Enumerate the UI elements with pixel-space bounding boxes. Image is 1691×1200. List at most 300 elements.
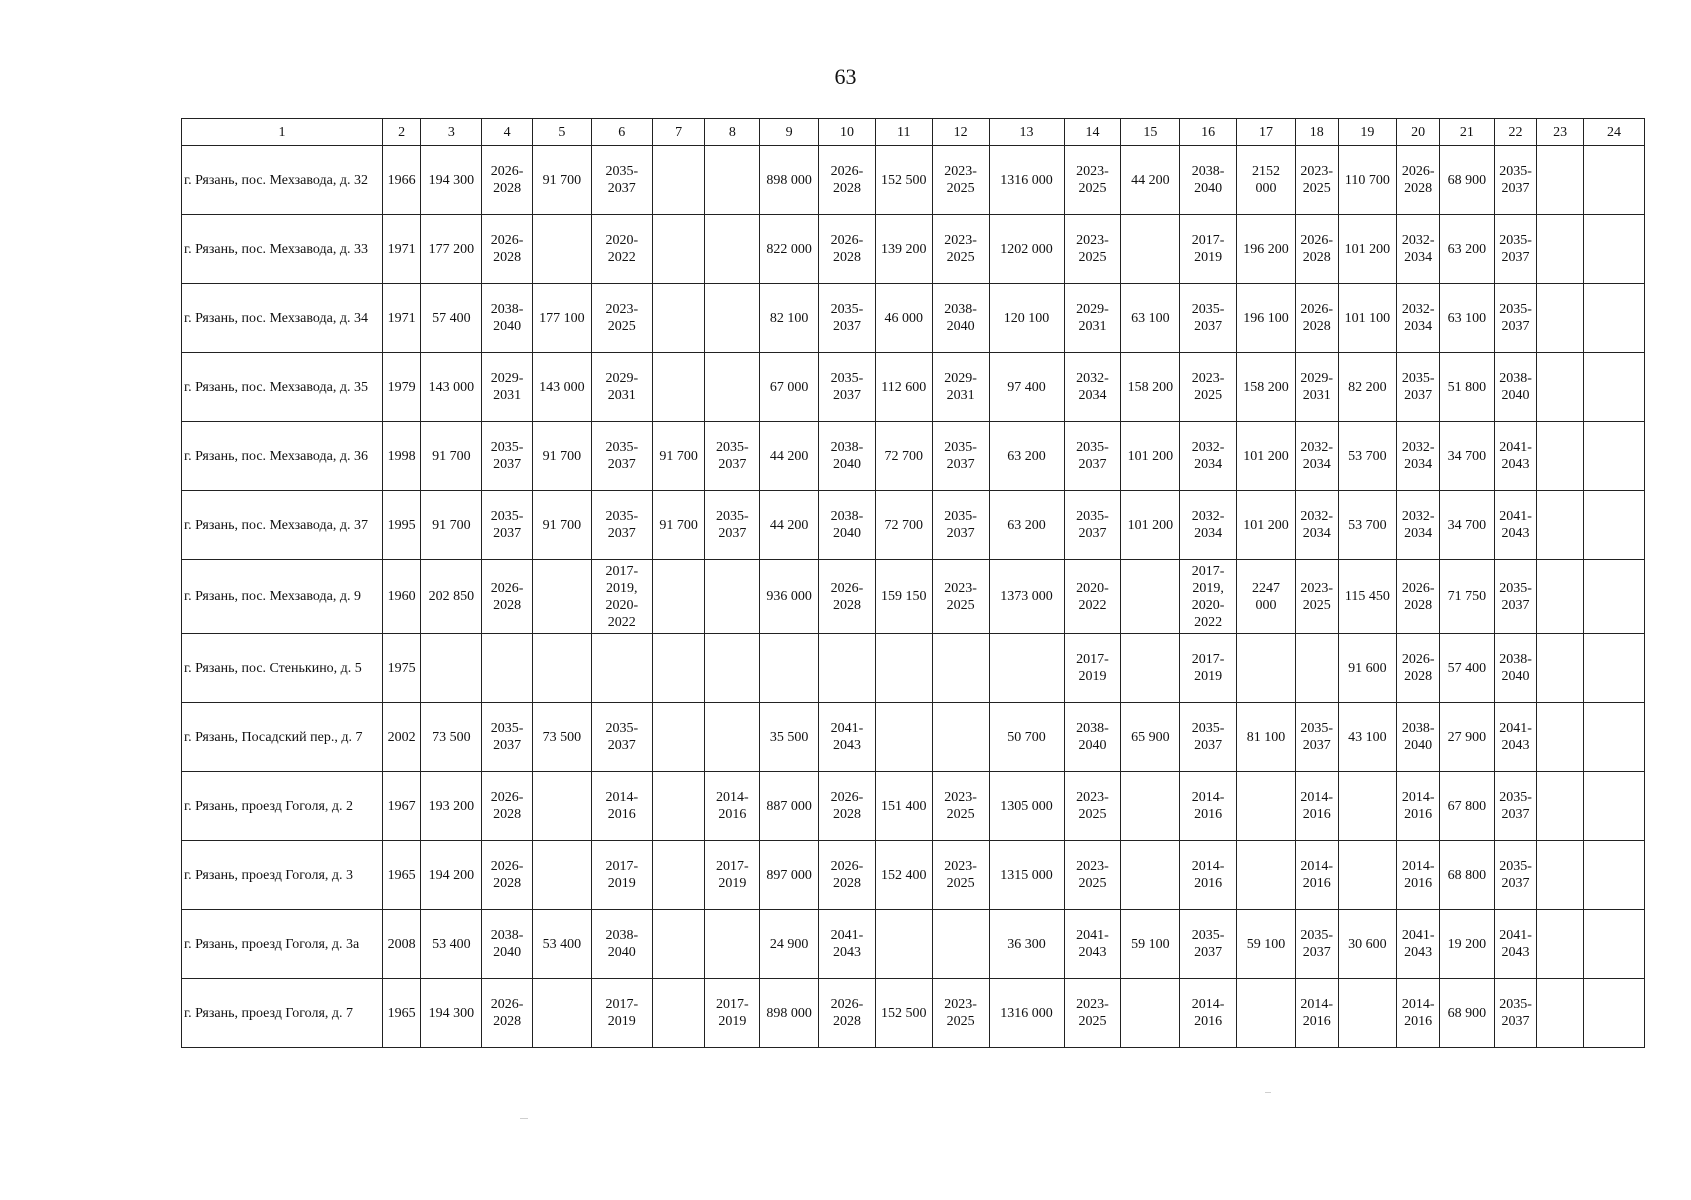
table-cell: 887 000 <box>760 772 819 841</box>
address-cell: г. Рязань, пос. Мехзавода, д. 34 <box>182 284 383 353</box>
table-row <box>182 353 1645 422</box>
table-cell: 2026- 2028 <box>819 979 876 1048</box>
table-cell <box>652 634 705 703</box>
table-cell: 898 000 <box>760 979 819 1048</box>
table-cell <box>1537 215 1584 284</box>
table-cell: 82 200 <box>1338 353 1397 422</box>
table-cell: 177 200 <box>421 215 482 284</box>
table-cell: 67 800 <box>1439 772 1494 841</box>
housing-repair-table <box>181 118 1645 1048</box>
table-cell <box>705 353 760 422</box>
table-cell <box>1537 284 1584 353</box>
table-cell: 1975 <box>382 634 421 703</box>
table-cell <box>1537 841 1584 910</box>
table-cell <box>1537 422 1584 491</box>
header-cell: 9 <box>760 119 819 146</box>
table-cell: 2035- 2037 <box>1180 910 1237 979</box>
table-cell <box>533 560 592 634</box>
table-cell: 2038- 2040 <box>591 910 652 979</box>
table-cell <box>652 146 705 215</box>
header-cell: 2 <box>382 119 421 146</box>
table-cell <box>1537 353 1584 422</box>
table-cell: 2035- 2037 <box>1064 491 1121 560</box>
table-cell <box>989 634 1064 703</box>
table-cell: 44 200 <box>760 491 819 560</box>
table-cell: 110 700 <box>1338 146 1397 215</box>
table-cell <box>705 560 760 634</box>
table-row <box>182 560 1645 634</box>
table-cell: 27 900 <box>1439 703 1494 772</box>
address-cell: г. Рязань, пос. Мехзавода, д. 36 <box>182 422 383 491</box>
table-cell <box>932 910 989 979</box>
table-cell: 2035- 2037 <box>591 422 652 491</box>
table-cell <box>533 634 592 703</box>
table-cell <box>760 634 819 703</box>
table-cell: 2026- 2028 <box>1397 634 1440 703</box>
table-cell: 2035- 2037 <box>482 703 533 772</box>
table-cell <box>533 772 592 841</box>
table-cell: 101 200 <box>1121 491 1180 560</box>
table-cell: 2026- 2028 <box>482 560 533 634</box>
table-cell: 2023- 2025 <box>932 979 989 1048</box>
table-cell: 73 500 <box>421 703 482 772</box>
header-cell: 18 <box>1295 119 1338 146</box>
header-cell: 13 <box>989 119 1064 146</box>
table-cell: 2041- 2043 <box>819 910 876 979</box>
header-cell: 20 <box>1397 119 1440 146</box>
table-cell: 2152 000 <box>1237 146 1296 215</box>
table-cell: 2014- 2016 <box>1397 772 1440 841</box>
table-cell <box>705 284 760 353</box>
table-cell: 2041- 2043 <box>1397 910 1440 979</box>
table-cell: 2038- 2040 <box>482 284 533 353</box>
table-cell: 72 700 <box>875 422 932 491</box>
table-cell: 2023- 2025 <box>932 841 989 910</box>
header-row <box>182 119 1645 146</box>
table-cell: 2029- 2031 <box>482 353 533 422</box>
table-cell: 91 700 <box>421 491 482 560</box>
table-cell <box>1338 772 1397 841</box>
table-cell: 2032- 2034 <box>1397 215 1440 284</box>
table-cell: 194 300 <box>421 979 482 1048</box>
address-cell: г. Рязань, Посадский пер., д. 7 <box>182 703 383 772</box>
table-cell: 1305 000 <box>989 772 1064 841</box>
table-cell: 2026- 2028 <box>482 215 533 284</box>
table-cell: 30 600 <box>1338 910 1397 979</box>
table-cell: 2035- 2037 <box>1180 284 1237 353</box>
table-cell: 120 100 <box>989 284 1064 353</box>
address-cell: г. Рязань, пос. Мехзавода, д. 9 <box>182 560 383 634</box>
header-cell: 11 <box>875 119 932 146</box>
table-cell: 91 700 <box>652 491 705 560</box>
table-cell <box>652 910 705 979</box>
table-cell: 2029- 2031 <box>591 353 652 422</box>
table-cell <box>1121 215 1180 284</box>
header-cell: 12 <box>932 119 989 146</box>
address-cell: г. Рязань, пос. Стенькино, д. 5 <box>182 634 383 703</box>
table-cell: 2035- 2037 <box>1494 146 1537 215</box>
table-cell: 2026- 2028 <box>1295 284 1338 353</box>
table-cell: 2014- 2016 <box>1180 841 1237 910</box>
table-cell: 2035- 2037 <box>819 284 876 353</box>
table-cell: 2035- 2037 <box>1180 703 1237 772</box>
table-cell: 2026- 2028 <box>819 841 876 910</box>
table-cell: 2035- 2037 <box>1494 772 1537 841</box>
table-cell: 2035- 2037 <box>705 491 760 560</box>
table-cell: 2014- 2016 <box>1295 979 1338 1048</box>
table-cell: 2026- 2028 <box>482 979 533 1048</box>
table-cell <box>1584 979 1645 1048</box>
table-cell: 159 150 <box>875 560 932 634</box>
header-cell: 24 <box>1584 119 1645 146</box>
table-row <box>182 772 1645 841</box>
table-cell <box>1121 841 1180 910</box>
table-cell: 2032- 2034 <box>1295 422 1338 491</box>
address-cell: г. Рязань, пос. Мехзавода, д. 32 <box>182 146 383 215</box>
table-cell: 53 700 <box>1338 422 1397 491</box>
table-cell: 57 400 <box>1439 634 1494 703</box>
table-row <box>182 703 1645 772</box>
table-cell: 2035- 2037 <box>1064 422 1121 491</box>
table-cell <box>1537 560 1584 634</box>
table-cell: 46 000 <box>875 284 932 353</box>
table-cell <box>875 703 932 772</box>
header-cell: 10 <box>819 119 876 146</box>
table-cell: 2014- 2016 <box>1397 979 1440 1048</box>
address-cell: г. Рязань, пос. Мехзавода, д. 37 <box>182 491 383 560</box>
scan-mark <box>1265 1092 1271 1093</box>
table-cell: 152 500 <box>875 979 932 1048</box>
table-cell: 65 900 <box>1121 703 1180 772</box>
header-cell: 4 <box>482 119 533 146</box>
table-cell <box>1237 841 1296 910</box>
table-cell: 196 200 <box>1237 215 1296 284</box>
table-cell: 2035- 2037 <box>1494 560 1537 634</box>
table-cell <box>1584 491 1645 560</box>
header-cell: 8 <box>705 119 760 146</box>
table-cell: 53 700 <box>1338 491 1397 560</box>
table-cell: 2038- 2040 <box>1494 353 1537 422</box>
table-cell: 158 200 <box>1237 353 1296 422</box>
table-cell <box>705 215 760 284</box>
table-cell <box>421 634 482 703</box>
header-cell: 1 <box>182 119 383 146</box>
table-cell: 1998 <box>382 422 421 491</box>
table-row <box>182 979 1645 1048</box>
table-cell: 202 850 <box>421 560 482 634</box>
table-cell: 1967 <box>382 772 421 841</box>
table-cell: 2035- 2037 <box>591 146 652 215</box>
table-cell: 101 200 <box>1338 215 1397 284</box>
table-cell <box>1537 910 1584 979</box>
table-cell: 35 500 <box>760 703 819 772</box>
table-cell: 2008 <box>382 910 421 979</box>
table-cell: 2023- 2025 <box>1295 560 1338 634</box>
table-cell: 2032- 2034 <box>1180 422 1237 491</box>
table-cell: 2014- 2016 <box>705 772 760 841</box>
table-cell <box>1121 560 1180 634</box>
table-cell: 1316 000 <box>989 146 1064 215</box>
table-cell: 2020- 2022 <box>1064 560 1121 634</box>
table-cell: 2014- 2016 <box>1180 979 1237 1048</box>
table-cell: 2035- 2037 <box>1494 841 1537 910</box>
header-cell: 16 <box>1180 119 1237 146</box>
table-cell: 2023- 2025 <box>1064 215 1121 284</box>
table-cell: 2017- 2019 <box>1180 215 1237 284</box>
table-cell: 81 100 <box>1237 703 1296 772</box>
table-cell <box>652 772 705 841</box>
table-cell: 152 500 <box>875 146 932 215</box>
table-cell: 63 100 <box>1121 284 1180 353</box>
table-cell: 2035- 2037 <box>1494 284 1537 353</box>
table-cell: 1966 <box>382 146 421 215</box>
table-cell: 2035- 2037 <box>1397 353 1440 422</box>
table-cell: 91 700 <box>652 422 705 491</box>
table-cell: 2032- 2034 <box>1397 284 1440 353</box>
table-cell <box>533 979 592 1048</box>
table-cell <box>533 215 592 284</box>
table-cell: 115 450 <box>1338 560 1397 634</box>
table-cell: 82 100 <box>760 284 819 353</box>
table-cell: 2017- 2019 <box>705 841 760 910</box>
table-cell: 63 200 <box>989 491 1064 560</box>
table-cell: 57 400 <box>421 284 482 353</box>
table-cell: 2032- 2034 <box>1180 491 1237 560</box>
table-cell: 2032- 2034 <box>1397 491 1440 560</box>
table-cell: 44 200 <box>760 422 819 491</box>
table-cell: 53 400 <box>533 910 592 979</box>
table-cell: 2026- 2028 <box>819 215 876 284</box>
table-cell: 1316 000 <box>989 979 1064 1048</box>
table-row <box>182 215 1645 284</box>
table-cell: 2014- 2016 <box>1397 841 1440 910</box>
header-cell: 14 <box>1064 119 1121 146</box>
table-cell <box>652 703 705 772</box>
table-cell: 936 000 <box>760 560 819 634</box>
table-cell: 68 900 <box>1439 979 1494 1048</box>
table-cell: 43 100 <box>1338 703 1397 772</box>
table-cell: 2041- 2043 <box>819 703 876 772</box>
table-cell: 2041- 2043 <box>1494 422 1537 491</box>
table-cell <box>705 146 760 215</box>
table-cell: 2041- 2043 <box>1064 910 1121 979</box>
table-cell <box>1584 284 1645 353</box>
table-cell <box>1121 634 1180 703</box>
table-cell: 2017- 2019 <box>705 979 760 1048</box>
table-cell: 2026- 2028 <box>1397 146 1440 215</box>
table-cell: 151 400 <box>875 772 932 841</box>
table-cell: 1971 <box>382 284 421 353</box>
table-cell: 2017- 2019 <box>591 979 652 1048</box>
table-cell <box>1537 491 1584 560</box>
table-cell: 59 100 <box>1121 910 1180 979</box>
header-cell: 15 <box>1121 119 1180 146</box>
table-cell: 2032- 2034 <box>1397 422 1440 491</box>
table-cell <box>875 910 932 979</box>
table-cell: 2035- 2037 <box>1295 703 1338 772</box>
table-cell: 1202 000 <box>989 215 1064 284</box>
table-cell: 2029- 2031 <box>932 353 989 422</box>
table-cell: 34 700 <box>1439 491 1494 560</box>
address-cell: г. Рязань, проезд Гоголя, д. 3а <box>182 910 383 979</box>
table-cell: 63 100 <box>1439 284 1494 353</box>
table-cell <box>652 841 705 910</box>
table-cell: 2026- 2028 <box>819 146 876 215</box>
address-cell: г. Рязань, проезд Гоголя, д. 7 <box>182 979 383 1048</box>
table-cell: 1995 <box>382 491 421 560</box>
table-cell <box>1237 979 1296 1048</box>
table-cell <box>652 284 705 353</box>
table-cell: 2026- 2028 <box>819 772 876 841</box>
table-cell: 2026- 2028 <box>482 146 533 215</box>
table-cell: 2017- 2019 <box>591 841 652 910</box>
table-cell <box>705 703 760 772</box>
scan-mark <box>520 1118 528 1119</box>
table-cell <box>652 560 705 634</box>
table-cell <box>652 979 705 1048</box>
table-cell: 1971 <box>382 215 421 284</box>
header-cell: 17 <box>1237 119 1296 146</box>
table-cell: 2041- 2043 <box>1494 491 1537 560</box>
table-cell: 2041- 2043 <box>1494 703 1537 772</box>
table-cell <box>1584 215 1645 284</box>
table-cell: 34 700 <box>1439 422 1494 491</box>
table-cell: 2038- 2040 <box>819 422 876 491</box>
table-cell <box>652 353 705 422</box>
table-cell <box>1237 634 1296 703</box>
table-cell: 91 700 <box>533 491 592 560</box>
table-cell: 1979 <box>382 353 421 422</box>
table-cell <box>1584 422 1645 491</box>
table-cell: 71 750 <box>1439 560 1494 634</box>
table-row <box>182 491 1645 560</box>
table-cell: 2035- 2037 <box>819 353 876 422</box>
table-cell: 53 400 <box>421 910 482 979</box>
table-cell: 59 100 <box>1237 910 1296 979</box>
table-cell <box>1537 979 1584 1048</box>
table-cell <box>1537 634 1584 703</box>
table-cell: 2014- 2016 <box>591 772 652 841</box>
table-cell: 51 800 <box>1439 353 1494 422</box>
table-cell: 68 800 <box>1439 841 1494 910</box>
table-cell <box>1295 634 1338 703</box>
table-cell: 898 000 <box>760 146 819 215</box>
table-cell <box>1537 703 1584 772</box>
table-cell: 2035- 2037 <box>1494 979 1537 1048</box>
table-cell: 101 100 <box>1338 284 1397 353</box>
table-cell: 2017- 2019 <box>1180 634 1237 703</box>
table-cell: 2023- 2025 <box>591 284 652 353</box>
table-cell: 2023- 2025 <box>932 560 989 634</box>
table-cell: 101 200 <box>1237 422 1296 491</box>
table-cell: 2023- 2025 <box>1064 772 1121 841</box>
table-cell: 2014- 2016 <box>1295 772 1338 841</box>
table-cell: 2247 000 <box>1237 560 1296 634</box>
table-cell: 97 400 <box>989 353 1064 422</box>
table-cell: 101 200 <box>1121 422 1180 491</box>
table-cell <box>1338 841 1397 910</box>
table-cell: 193 200 <box>421 772 482 841</box>
table-cell: 2038- 2040 <box>819 491 876 560</box>
table-cell: 2002 <box>382 703 421 772</box>
table-cell: 2017- 2019, 2020- 2022 <box>1180 560 1237 634</box>
table-cell <box>819 634 876 703</box>
header-cell: 22 <box>1494 119 1537 146</box>
table-cell: 2029- 2031 <box>1295 353 1338 422</box>
table-cell: 1315 000 <box>989 841 1064 910</box>
table-cell: 2035- 2037 <box>705 422 760 491</box>
table-cell: 1373 000 <box>989 560 1064 634</box>
table-cell <box>1537 772 1584 841</box>
table-body <box>182 146 1645 1048</box>
table-cell: 196 100 <box>1237 284 1296 353</box>
table-cell: 2026- 2028 <box>1397 560 1440 634</box>
table-cell <box>1584 634 1645 703</box>
table-cell: 158 200 <box>1121 353 1180 422</box>
table-row <box>182 284 1645 353</box>
table-cell: 2038- 2040 <box>1397 703 1440 772</box>
table-cell: 67 000 <box>760 353 819 422</box>
table-cell: 2020- 2022 <box>591 215 652 284</box>
table-cell: 152 400 <box>875 841 932 910</box>
table-row <box>182 634 1645 703</box>
table-cell: 194 200 <box>421 841 482 910</box>
address-cell: г. Рязань, проезд Гоголя, д. 2 <box>182 772 383 841</box>
table-cell: 36 300 <box>989 910 1064 979</box>
table-cell: 68 900 <box>1439 146 1494 215</box>
table-cell: 91 700 <box>421 422 482 491</box>
address-cell: г. Рязань, проезд Гоголя, д. 3 <box>182 841 383 910</box>
table-cell: 1965 <box>382 979 421 1048</box>
table-cell: 91 700 <box>533 146 592 215</box>
table-cell: 2023- 2025 <box>1064 979 1121 1048</box>
table-cell: 2023- 2025 <box>1295 146 1338 215</box>
table-cell: 44 200 <box>1121 146 1180 215</box>
address-cell: г. Рязань, пос. Мехзавода, д. 35 <box>182 353 383 422</box>
table-cell: 822 000 <box>760 215 819 284</box>
table-cell: 143 000 <box>421 353 482 422</box>
table-cell: 2041- 2043 <box>1494 910 1537 979</box>
table-cell: 2032- 2034 <box>1064 353 1121 422</box>
table-cell <box>932 703 989 772</box>
table-cell: 2026- 2028 <box>1295 215 1338 284</box>
table-cell <box>1584 146 1645 215</box>
table-row <box>182 910 1645 979</box>
table-cell: 2035- 2037 <box>482 491 533 560</box>
table-cell <box>1584 703 1645 772</box>
table-cell: 19 200 <box>1439 910 1494 979</box>
table-cell: 2026- 2028 <box>819 560 876 634</box>
table-cell <box>1537 146 1584 215</box>
table-cell: 143 000 <box>533 353 592 422</box>
table-cell: 2014- 2016 <box>1295 841 1338 910</box>
table-cell <box>1584 841 1645 910</box>
table-cell: 2023- 2025 <box>932 146 989 215</box>
header-cell: 5 <box>533 119 592 146</box>
table-cell <box>652 215 705 284</box>
table-cell <box>1584 560 1645 634</box>
table-cell: 2032- 2034 <box>1295 491 1338 560</box>
table-row <box>182 841 1645 910</box>
table-cell: 2029- 2031 <box>1064 284 1121 353</box>
table-cell: 2035- 2037 <box>1494 215 1537 284</box>
table-row <box>182 422 1645 491</box>
address-cell: г. Рязань, пос. Мехзавода, д. 33 <box>182 215 383 284</box>
table-cell: 2023- 2025 <box>932 215 989 284</box>
table-cell: 2023- 2025 <box>932 772 989 841</box>
table-cell: 2038- 2040 <box>1064 703 1121 772</box>
table-cell: 91 700 <box>533 422 592 491</box>
